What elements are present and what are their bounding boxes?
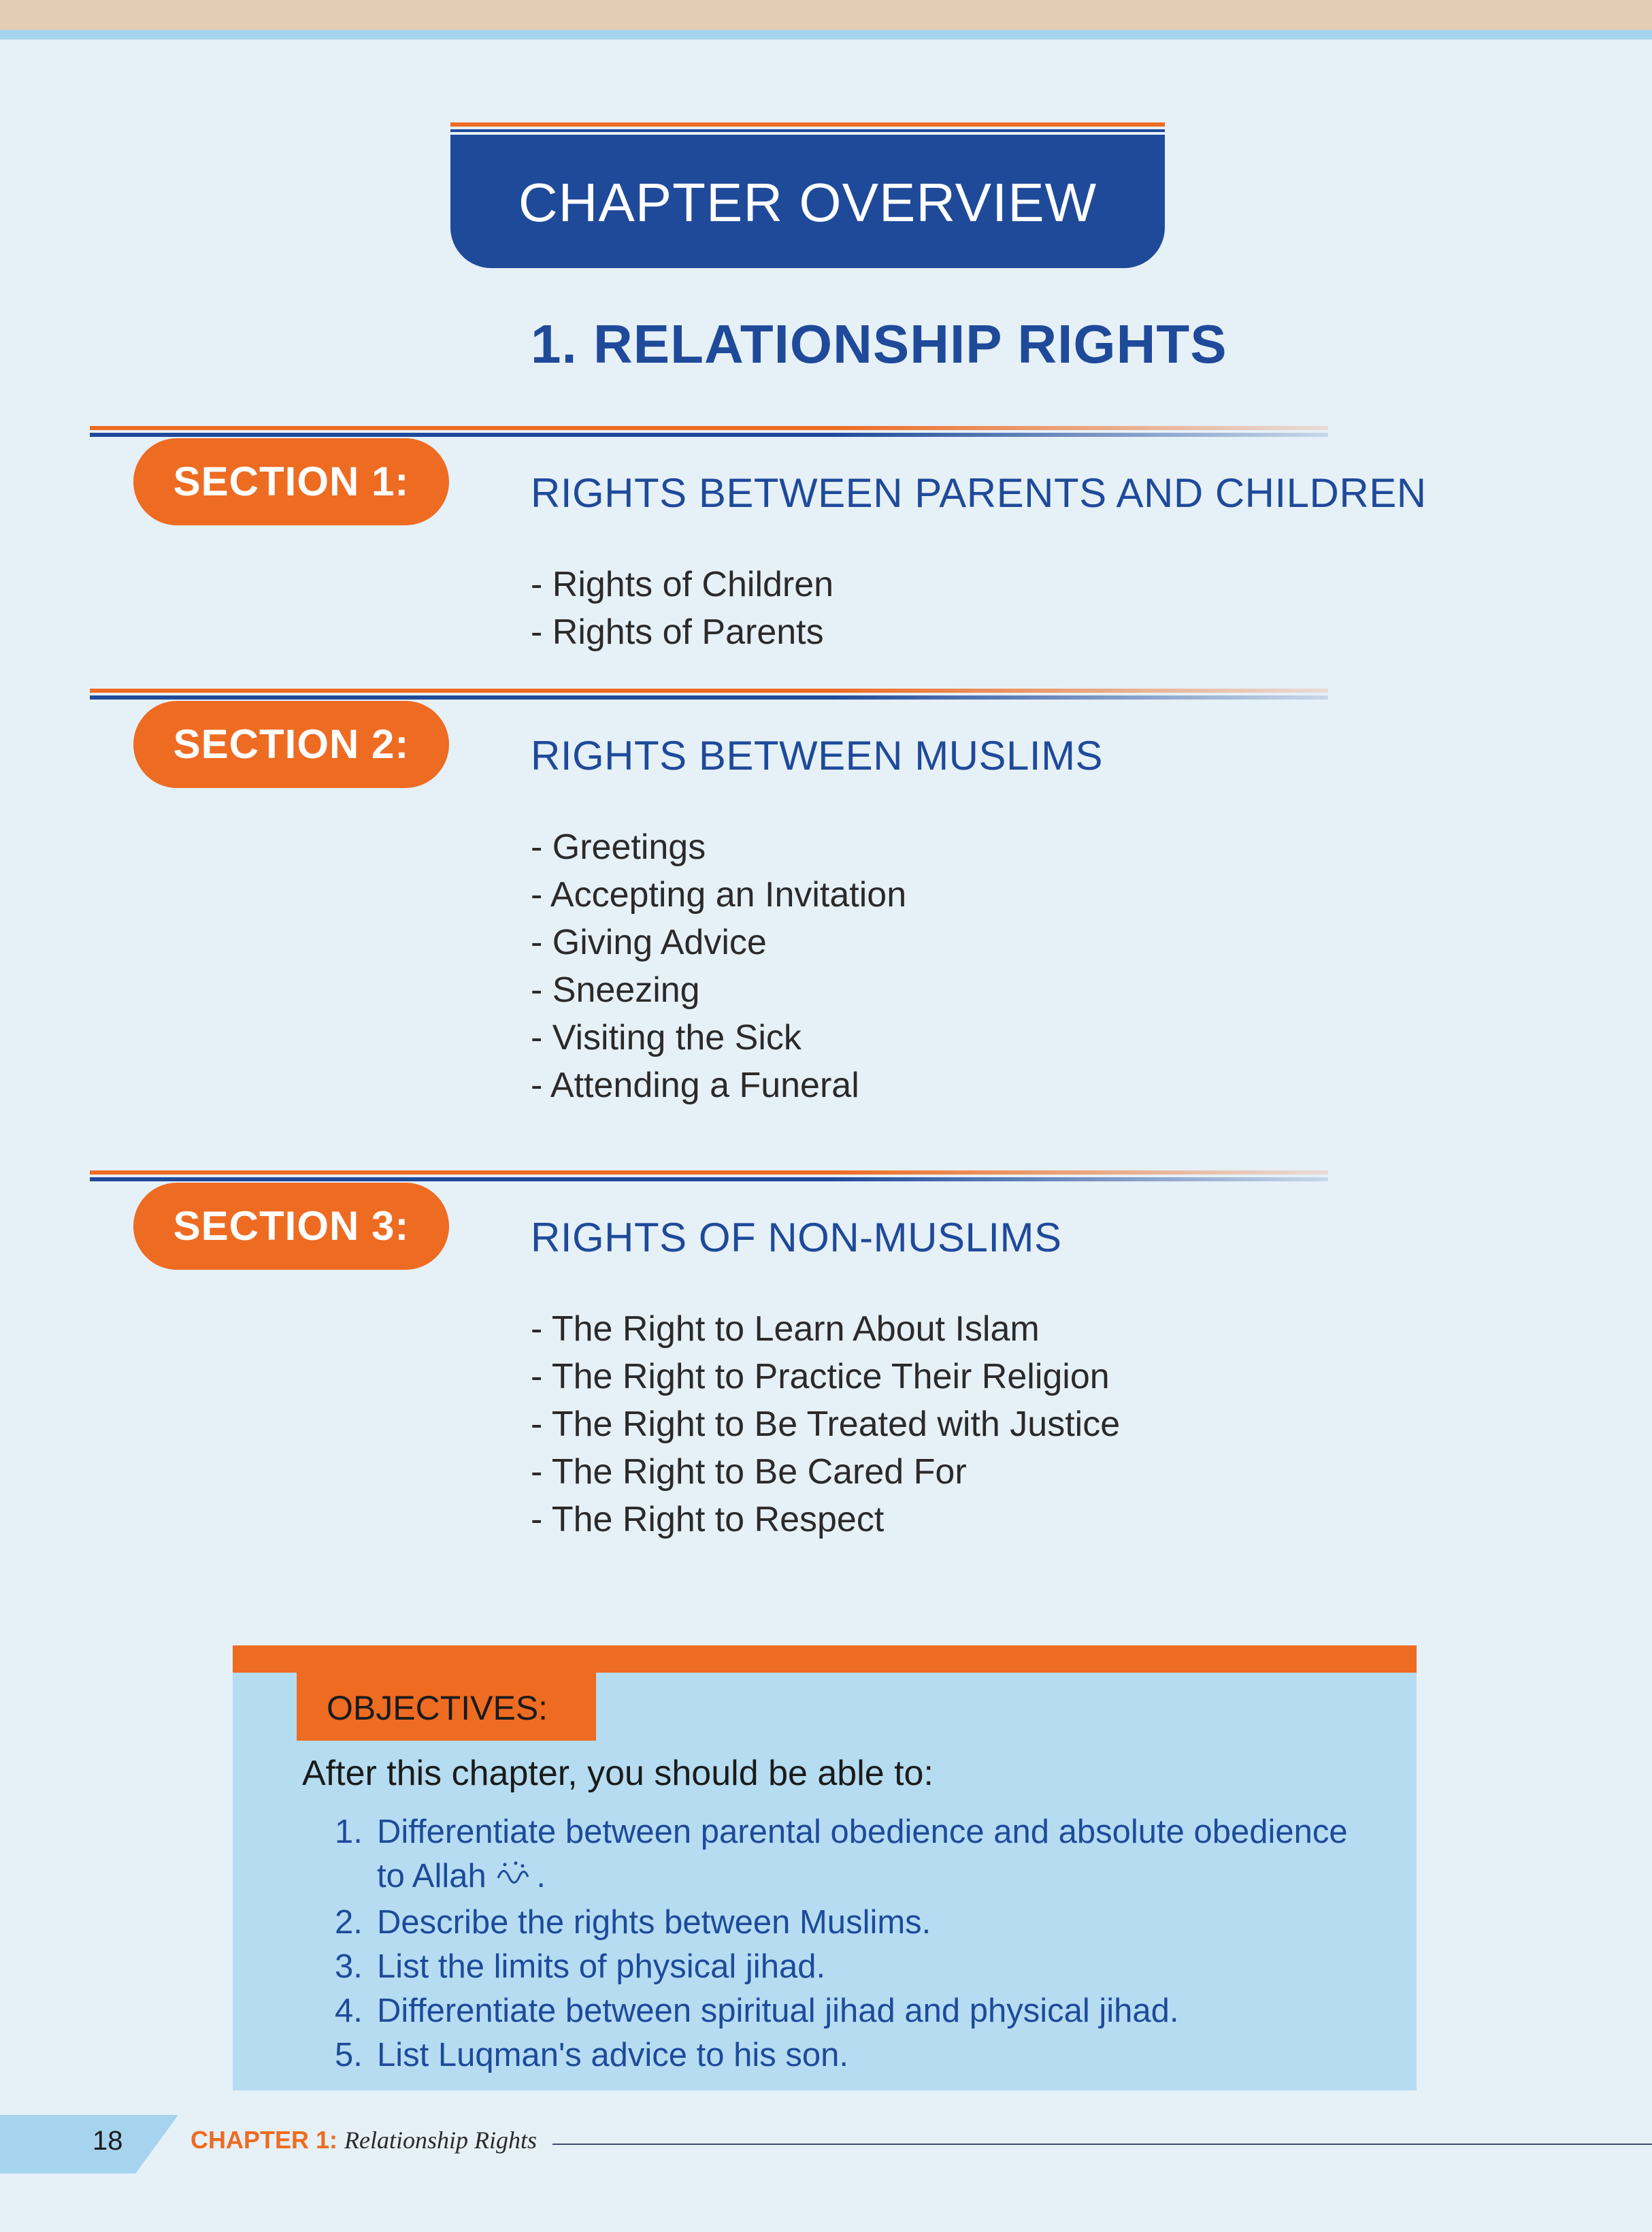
- section-1-items: [531, 561, 833, 656]
- objective-suffix: .: [536, 1858, 546, 1894]
- objective-text: Differentiate between parental obedience and absolute obedience to Allah: [377, 1814, 1348, 1894]
- objective-item: [335, 1989, 1383, 2033]
- objectives-intro: After this chapter, you should be able to:: [302, 1754, 934, 1793]
- objective-item: [335, 1901, 1383, 1945]
- objective-text: Differentiate between spiritual jihad and physical jihad.: [377, 1992, 1179, 2029]
- objective-text: Describe the rights between Muslims.: [377, 1903, 931, 1941]
- objective-item: [335, 2033, 1383, 2078]
- list-item: - Accepting an Invitation: [531, 875, 907, 915]
- objective-number: 4.: [335, 1992, 363, 2029]
- top-blue-band: [0, 30, 1652, 39]
- footer-chapter-title: Relationship Rights: [344, 2127, 538, 2154]
- list-item: - Giving Advice: [531, 923, 767, 962]
- objective-number: 3.: [335, 1948, 363, 1985]
- objectives-label: OBJECTIVES:: [297, 1673, 596, 1741]
- section-2-heading: RIGHTS BETWEEN MUSLIMS: [531, 733, 1104, 778]
- top-page-edge: [0, 0, 1652, 30]
- section-3-badge: SECTION 3:: [133, 1183, 449, 1270]
- section-3-items: [531, 1305, 1120, 1543]
- objective-number: 1.: [335, 1814, 363, 1850]
- objectives-list: [335, 1810, 1383, 2078]
- list-item: - The Right to Practice Their Religion: [531, 1357, 1110, 1396]
- objective-item: [335, 1945, 1383, 1989]
- footer-rule: [552, 2144, 1652, 2145]
- chapter-overview-banner: CHAPTER OVERVIEW: [450, 135, 1165, 268]
- list-item: - Greetings: [531, 827, 706, 867]
- objective-text: List the limits of physical jihad.: [377, 1948, 826, 1985]
- list-item: - Visiting the Sick: [531, 1018, 802, 1057]
- footer-chapter-label: CHAPTER 1:: [191, 2126, 338, 2154]
- section-1-rule: [90, 426, 1328, 440]
- footer-chapter: [191, 2126, 537, 2154]
- section-2-badge: SECTION 2:: [133, 701, 449, 788]
- page-number: 18: [93, 2126, 123, 2156]
- section-3-heading: RIGHTS OF NON-MUSLIMS: [531, 1215, 1062, 1260]
- list-item: - The Right to Learn About Islam: [531, 1309, 1040, 1349]
- section-2-rule: [90, 689, 1328, 702]
- objectives-top-bar: [233, 1645, 1417, 1673]
- list-item: - Rights of Children: [531, 565, 834, 604]
- section-1-heading: RIGHTS BETWEEN PARENTS AND CHILDREN: [531, 470, 1427, 516]
- list-item: - Rights of Parents: [531, 612, 824, 652]
- objective-text: List Luqman's advice to his son.: [377, 2036, 849, 2073]
- chapter-title: 1. RELATIONSHIP RIGHTS: [531, 314, 1227, 374]
- section-2-items: [531, 823, 906, 1109]
- section-3-rule: [90, 1170, 1328, 1184]
- section-1-badge: SECTION 1:: [133, 438, 449, 525]
- list-item: - Sneezing: [531, 970, 700, 1010]
- list-item: - Attending a Funeral: [531, 1066, 859, 1105]
- list-item: - The Right to Be Treated with Justice: [531, 1405, 1121, 1444]
- list-item: - The Right to Be Cared For: [531, 1452, 967, 1492]
- page-number-tab: [0, 2115, 178, 2173]
- honorific-glyph-icon: [495, 1856, 536, 1901]
- objective-item: [335, 1810, 1383, 1901]
- objective-number: 2.: [335, 1903, 363, 1941]
- list-item: - The Right to Respect: [531, 1500, 885, 1539]
- objective-number: 5.: [335, 2036, 363, 2073]
- overview-accent-lines: [450, 122, 1165, 132]
